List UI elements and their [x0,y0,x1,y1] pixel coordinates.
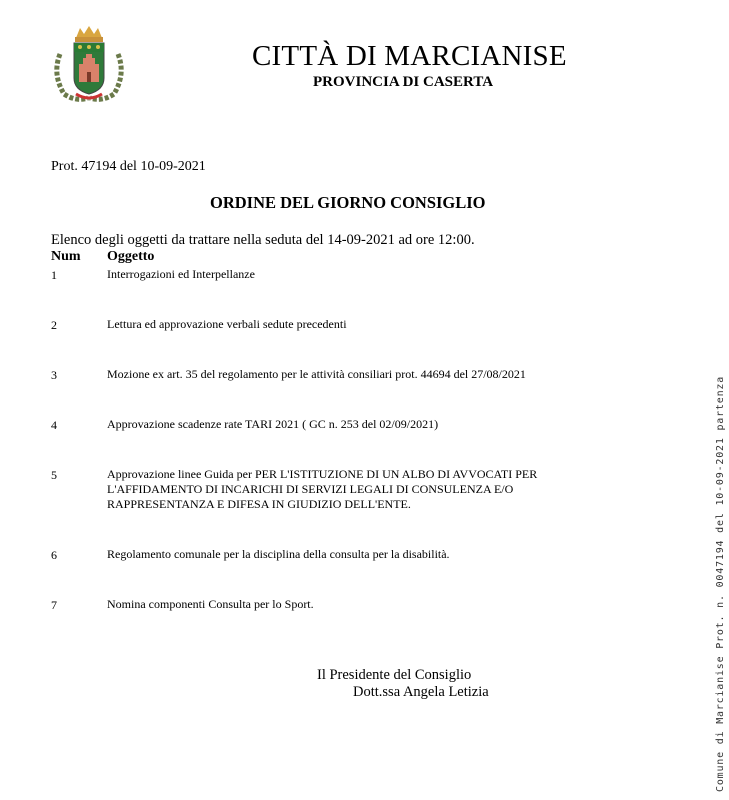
signature-role: Il Presidente del Consiglio [317,667,472,683]
signature-name: Dott.ssa Angela Letizia [353,684,489,700]
item-subject-line: Lettura ed approvazione verbali sedute precedenti [107,317,347,331]
item-number: 2 [51,318,57,332]
item-subject [107,597,314,612]
item-subject-line: Regolamento comunale per la disciplina della consulta per la disabilità. [107,547,450,561]
item-number: 6 [51,548,57,562]
column-header-oggetto: Oggetto [107,249,155,264]
item-subject [107,267,255,282]
item-number: 5 [51,468,57,482]
item-number: 4 [51,418,57,432]
item-subject-line: L'AFFIDAMENTO DI INCARICHI DI SERVIZI LEGALI DI CONSULENZA E/O [107,482,514,496]
intro-text: Elenco degli oggetti da trattare nella seduta del 14-09-2021 ad ore 12:00. [51,232,475,248]
item-number: 3 [51,368,57,382]
item-subject [107,417,438,432]
document-heading: ORDINE DEL GIORNO CONSIGLIO [210,193,486,212]
item-subject [107,467,537,512]
item-number: 7 [51,598,57,612]
item-subject-line: RAPPRESENTANZA E DIFESA IN GIUDIZIO DELL'ENTE. [107,497,411,511]
item-subject [107,317,347,332]
coat-of-arms-icon [50,24,128,104]
page-title: CITTÀ DI MARCIANISE [252,40,567,72]
item-subject-line: Approvazione linee Guida per PER L'ISTITUZIONE DI UN ALBO DI AVVOCATI PER [107,467,538,481]
protocol-number: Prot. 47194 del 10-09-2021 [51,159,206,174]
item-number: 1 [51,268,57,282]
item-subject-line: Interrogazioni ed Interpellanze [107,267,255,281]
page-subtitle: PROVINCIA DI CASERTA [313,74,494,90]
item-subject-line: Approvazione scadenze rate TARI 2021 ( GC n. 253 del 02/09/2021) [107,417,439,431]
item-subject-line: Mozione ex art. 35 del regolamento per le attività consiliari prot. 44694 del 27/08/2021 [107,367,526,381]
protocol-side-stamp: Comune di Marcianise Prot. n. 0047194 del 10-09-2021 partenza [715,375,726,792]
item-subject [107,367,526,382]
item-subject-line: Nomina componenti Consulta per lo Sport. [107,597,314,611]
column-header-num: Num [51,249,81,264]
item-subject [107,547,450,562]
